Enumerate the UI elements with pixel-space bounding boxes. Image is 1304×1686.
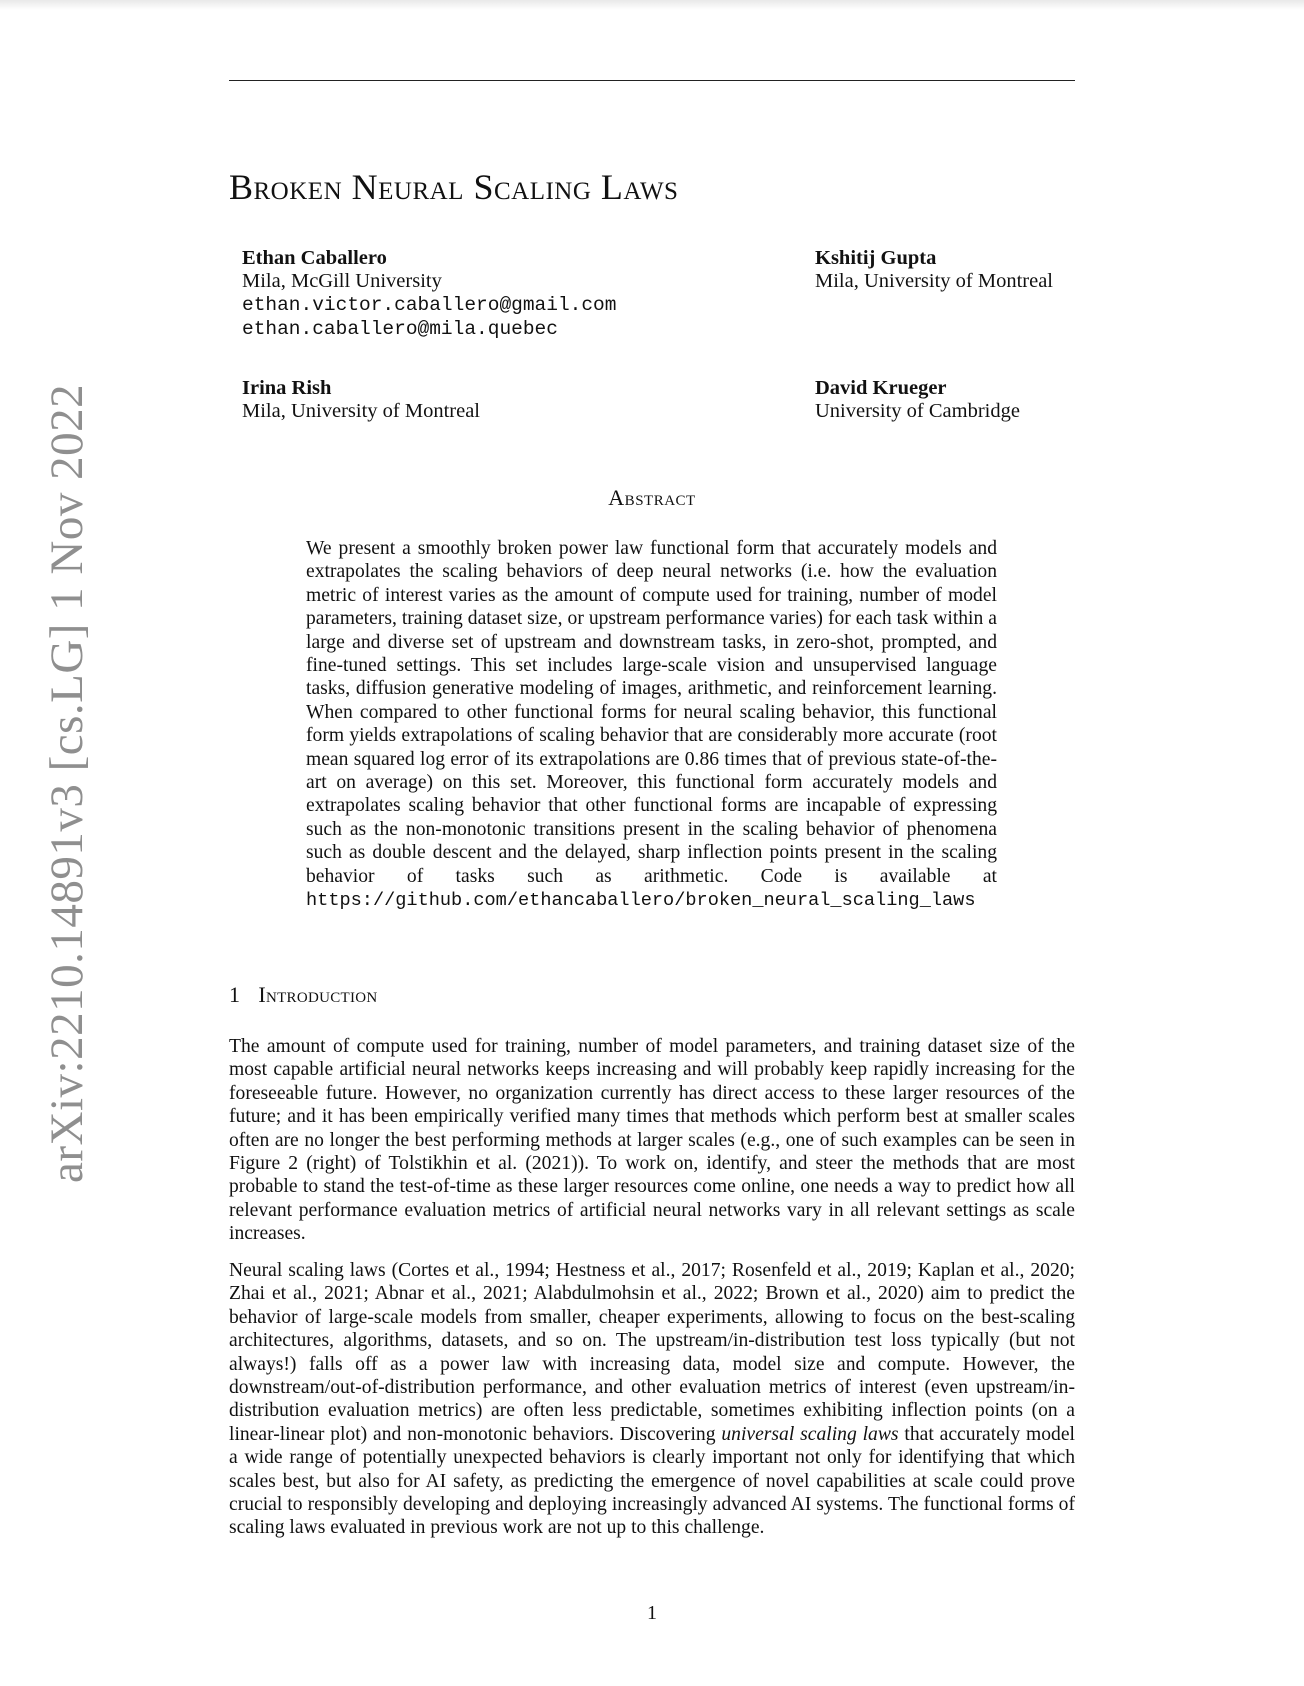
abstract-text xyxy=(306,537,997,913)
author-name: Irina Rish xyxy=(242,377,332,399)
page-number: 1 xyxy=(647,1602,657,1624)
page-top-shadow xyxy=(0,0,1304,10)
header-rule xyxy=(229,80,1075,81)
section-heading-introduction xyxy=(229,982,378,1008)
author-block-krueger xyxy=(815,377,1020,423)
author-name: Kshitij Gupta xyxy=(815,247,937,269)
intro-paragraph-2 xyxy=(229,1259,1075,1540)
author-name: David Krueger xyxy=(815,377,947,399)
author-block-rish xyxy=(242,377,480,423)
abstract-heading: Abstract xyxy=(608,485,696,510)
paper-title: Broken Neural Scaling Laws xyxy=(229,167,679,207)
author-affiliation: Mila, McGill University xyxy=(242,270,442,292)
author-name: Ethan Caballero xyxy=(242,247,387,269)
author-affiliation: Mila, University of Montreal xyxy=(242,400,480,422)
code-link[interactable]: https://github.com/ethancaballero/broken_neural_scaling_laws xyxy=(306,890,976,912)
section-number: 1 xyxy=(229,982,241,1007)
author-block-caballero xyxy=(242,247,616,341)
paragraph-text: Neural scaling laws (Cortes et al., 1994; Hestness et al., 2017; Rosenfeld et al., 2019; Kaplan et al., 2020; Zhai et al., 2021; Abnar et al., 2021; Alabdulmohsin et al., 2022; Brown et al., 2020) aim to predict the behavior of large-scale models from smaller, cheaper experiments, allowing to focus on the best-scaling architectures, algorithms, datasets, and so on. The upstream/in-distribution test loss typically (but not always!) falls off as a power law with increasing data, model size and compute. However, the downstream/out-of-distribution performance, and other evaluation metrics of interest (even upstream/in-distribution evaluation metrics) are often less predictable, sometimes exhibiting inflection points (on a linear-linear plot) and non-monotonic behaviors. Discovering xyxy=(229,1260,1075,1445)
section-title: Introduction xyxy=(258,982,378,1007)
emphasis-text: universal scaling laws xyxy=(721,1423,899,1445)
author-affiliation: University of Cambridge xyxy=(815,400,1020,422)
author-email: ethan.caballero@mila.quebec xyxy=(242,318,558,340)
abstract-body: We present a smoothly broken power law functional form that accurately models and extrapolates the scaling behaviors of deep neural networks (i.e. how the evaluation metric of interest varies as the amount of compute used for training, number of model parameters, training dataset size, or upstream performance varies) for each task within a large and diverse set of upstream and downstream tasks, in zero-shot, prompted, and fine-tuned settings. This set includes large-scale vision and unsupervised language tasks, diffusion generative modeling of images, arithmetic, and reinforcement learning. When compared to other functional forms for neural scaling behavior, this functional form yields extrapolations of scaling behavior that are considerably more accurate (root mean squared log error of its extrapolations are 0.86 times that of previous state-of-the-art on average) on this set. Moreover, this functional form accurately models and extrapolates scaling behavior that other functional forms are incapable of expressing such as the non-monotonic transitions present in the scaling behavior of phenomena such as double descent and the delayed, sharp inflection points present in the scaling behavior of tasks such as arithmetic. Code is available at xyxy=(306,538,997,887)
author-block-gupta xyxy=(815,247,1053,293)
author-email: ethan.victor.caballero@gmail.com xyxy=(242,294,617,316)
paragraph-text: that accurately model a wide range of potentially unexpected behaviors is clearly important not only for identifying that which scales best, but also for AI safety, as predicting the emergence of novel capabilities at scale could prove crucial to responsibly developing and deploying increasingly advanced AI systems. The functional forms of scaling laws evaluated in previous work are not up to this challenge. xyxy=(229,1423,1075,1539)
arxiv-identifier: arXiv:2210.14891v3 [cs.LG] 1 Nov 2022 xyxy=(41,383,93,1183)
intro-paragraph-1: The amount of compute used for training, number of model parameters, and training dataset size of the most capable artificial neural networks keeps increasing and will probably keep rapidly increasing for the foreseeable future. However, no organization currently has direct access to these larger resources of the future; and it has been empirically verified many times that methods which perform best at smaller scales often are no longer the best performing methods at larger scales (e.g., one of such examples can be seen in Figure 2 (right) of Tolstikhin et al. (2021)). To work on, identify, and steer the methods that are most probable to stand the test-of-time as these larger resources come online, one needs a way to predict how all relevant performance evaluation metrics of artificial neural networks vary in all relevant settings as scale increases. xyxy=(229,1036,1075,1245)
author-affiliation: Mila, University of Montreal xyxy=(815,270,1053,292)
